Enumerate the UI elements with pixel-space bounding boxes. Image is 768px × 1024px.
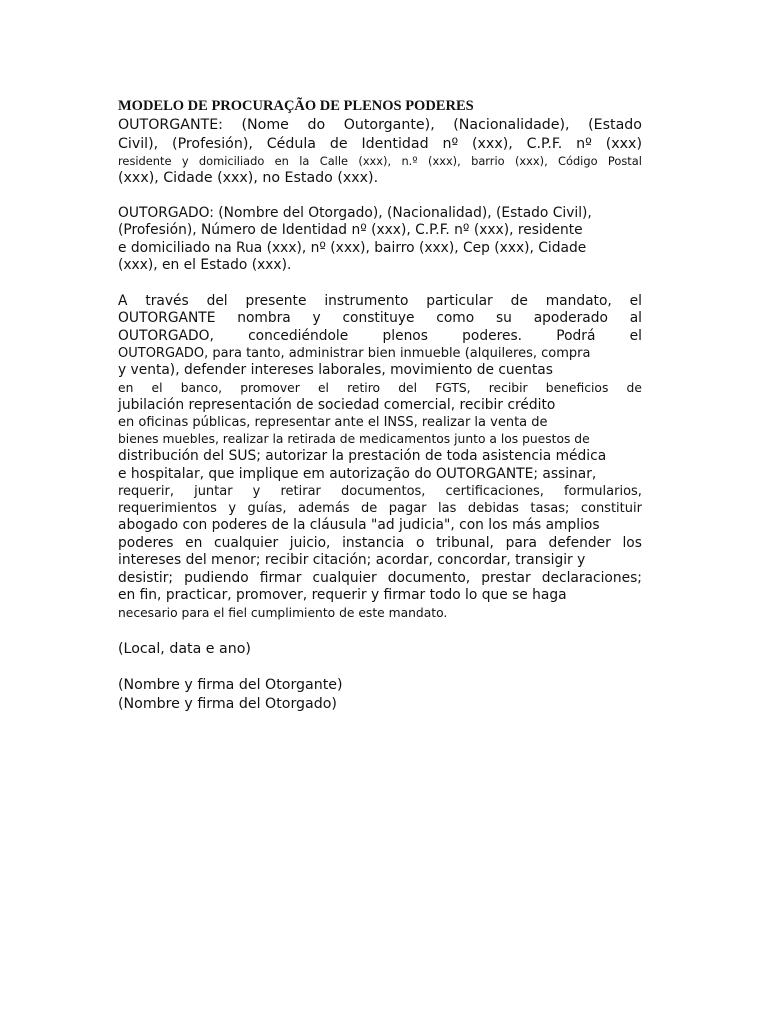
word: de [361, 501, 378, 516]
word: Postal [607, 154, 642, 168]
word: Calle [319, 154, 349, 168]
word: el [629, 292, 642, 309]
word: n.º [401, 154, 418, 168]
word: en [274, 154, 289, 168]
word: guías, [247, 501, 287, 516]
word: en [118, 380, 134, 395]
word: concediéndole [248, 327, 349, 344]
word: nº [442, 135, 459, 152]
word: desistir; [118, 569, 174, 586]
justified-line [118, 380, 642, 397]
justified-line [118, 535, 642, 553]
word: prestar [481, 569, 531, 586]
word: FGTS, [435, 380, 471, 395]
paragraph-spacer [118, 188, 642, 205]
word: (xxx), [428, 154, 461, 168]
word: (Profesión), [172, 135, 253, 152]
word: apoderado [533, 310, 608, 326]
word: Identidad [361, 135, 429, 152]
text-line: en fin, practicar, promover, requerir y firmar todo lo que se haga [118, 587, 567, 603]
word: como [436, 310, 475, 326]
word: (Nome [241, 117, 289, 133]
outorgado-paragraph [118, 205, 642, 275]
word: pagar [388, 501, 427, 516]
word: (Nacionalidade), [453, 117, 570, 133]
justified-line [118, 116, 642, 135]
word: barrio [471, 154, 505, 168]
local-data-line: (Local, data e ano) [118, 640, 251, 657]
word: los [622, 534, 642, 551]
word: de [510, 292, 528, 309]
word: el [151, 380, 163, 395]
word: constituir [580, 501, 642, 516]
text-line: (xxx), en el Estado (xxx). [118, 257, 292, 273]
word: nombra [237, 310, 291, 326]
word: C.P.F. [526, 135, 563, 152]
word: OUTORGANTE: [118, 117, 223, 133]
word: defender [548, 534, 611, 551]
word: para [505, 534, 537, 551]
text-line: y venta), defender intereses laborales, movimiento de cuentas [118, 362, 553, 378]
justified-line [118, 483, 642, 500]
word: retirar [280, 484, 321, 499]
word: recibir [488, 380, 528, 395]
word: documentos, [340, 484, 426, 499]
mandato-paragraph [118, 293, 642, 622]
word: formularios, [563, 484, 642, 499]
word: domiciliado [198, 154, 265, 168]
word: y [228, 501, 237, 516]
word: de [329, 135, 348, 152]
word: certificaciones, [445, 484, 544, 499]
word: declaraciones; [541, 569, 642, 586]
word: debidas [467, 501, 519, 516]
word: y [252, 484, 261, 499]
word: cualquier [312, 569, 377, 586]
text-line: en oficinas públicas, representar ante el INSS, realizar la venta de [118, 415, 548, 430]
word: Podrá [556, 327, 596, 344]
justified-line [118, 153, 642, 169]
text-line: distribución del SUS; autorizar la prestación de toda asistencia médica [118, 448, 607, 464]
word: (xxx), [358, 154, 392, 168]
word: mandato, [545, 292, 612, 309]
word: al [629, 310, 642, 326]
word: y [312, 310, 321, 326]
word: el [317, 380, 329, 395]
justified-line [118, 293, 642, 311]
word: retiro [347, 380, 381, 395]
text-line: e hospitalar, que implique em autorização do OUTORGANTE; assinar, [118, 465, 597, 482]
word: poderes [118, 534, 174, 551]
word: Outorgante), [343, 117, 435, 133]
word: pudiendo [184, 569, 249, 586]
word: banco, [180, 380, 223, 395]
word: (xxx), [514, 154, 548, 168]
word: beneficios [545, 380, 609, 395]
word: instrumento [324, 292, 409, 309]
word: residente [118, 154, 172, 168]
word: OUTORGADO, [118, 327, 214, 344]
word: nº [576, 135, 592, 152]
text-line: OUTORGADO, para tanto, administrar bien inmueble (alquileres, compra [118, 346, 591, 361]
word: firmar [259, 569, 302, 586]
word: do [307, 117, 326, 133]
word: además [297, 501, 350, 516]
signature-otorgado: (Nombre y firma del Otorgado) [118, 695, 337, 712]
word: requerimientos [118, 501, 217, 516]
word: del [206, 292, 228, 309]
word: plenos [382, 327, 428, 344]
word: constituye [342, 310, 415, 326]
word: (xxx) [605, 135, 642, 152]
justified-line [118, 570, 642, 588]
word: A [118, 292, 128, 309]
text-line: intereses del menor; recibir citación; acordar, concordar, transigir y [118, 552, 586, 568]
word: OUTORGANTE [118, 310, 216, 326]
word: (Estado [588, 117, 642, 133]
text-line: jubilación representación de sociedad comercial, recibir crédito [118, 396, 556, 413]
word: y [181, 154, 189, 168]
word: las [438, 501, 457, 516]
paragraph-spacer [118, 658, 642, 676]
word: su [495, 310, 512, 326]
text-line: e domiciliado na Rua (xxx), nº (xxx), bairro (xxx), Cep (xxx), Cidade [118, 239, 587, 256]
signature-otorgante: (Nombre y firma del Otorgante) [118, 677, 343, 693]
text-line: (Profesión), Número de Identidad nº (xxx), C.P.F. nº (xxx), residente [118, 222, 583, 238]
outorgante-paragraph [118, 116, 642, 188]
word: requerir, [118, 484, 174, 499]
word: de [626, 380, 642, 395]
word: el [629, 327, 642, 344]
word: Código [558, 154, 598, 168]
word: instancia [342, 534, 405, 551]
word: través [145, 292, 189, 309]
document-page [118, 98, 642, 713]
word: cualquier [214, 534, 279, 551]
word: documento, [387, 569, 471, 586]
justified-line [118, 310, 642, 328]
word: poderes. [462, 327, 523, 344]
word: del [398, 380, 417, 395]
justified-line [118, 328, 642, 346]
word: juntar [194, 484, 233, 499]
text-line: bienes muebles, realizar la retirada de medicamentos junto a los puestos de [118, 432, 590, 446]
document-title: MODELO DE PROCURAÇÃO DE PLENOS PODERES [118, 98, 474, 114]
word: tasas; [530, 501, 570, 516]
word: la [299, 154, 310, 168]
justified-line [118, 135, 642, 154]
text-line: abogado con poderes de la cláusula "ad judicia", con los más amplios [118, 517, 600, 533]
word: juicio, [289, 534, 331, 551]
word: presente [245, 292, 307, 309]
word: en [185, 534, 203, 551]
text-line: (xxx), Cidade (xxx), no Estado (xxx). [118, 170, 379, 186]
text-line: necesario para el fiel cumplimiento de este mandato. [118, 605, 448, 620]
paragraph-spacer [118, 275, 642, 293]
word: Civil), [118, 135, 159, 152]
word: o [415, 534, 425, 551]
word: tribunal, [436, 534, 494, 551]
justified-line [118, 500, 642, 517]
text-line: OUTORGADO: (Nombre del Otorgado), (Nacionalidad), (Estado Civil), [118, 204, 592, 221]
paragraph-spacer [118, 622, 642, 640]
word: (xxx), [472, 135, 513, 152]
word: Cédula [266, 135, 317, 152]
word: promover [240, 380, 300, 395]
word: particular [426, 292, 493, 309]
